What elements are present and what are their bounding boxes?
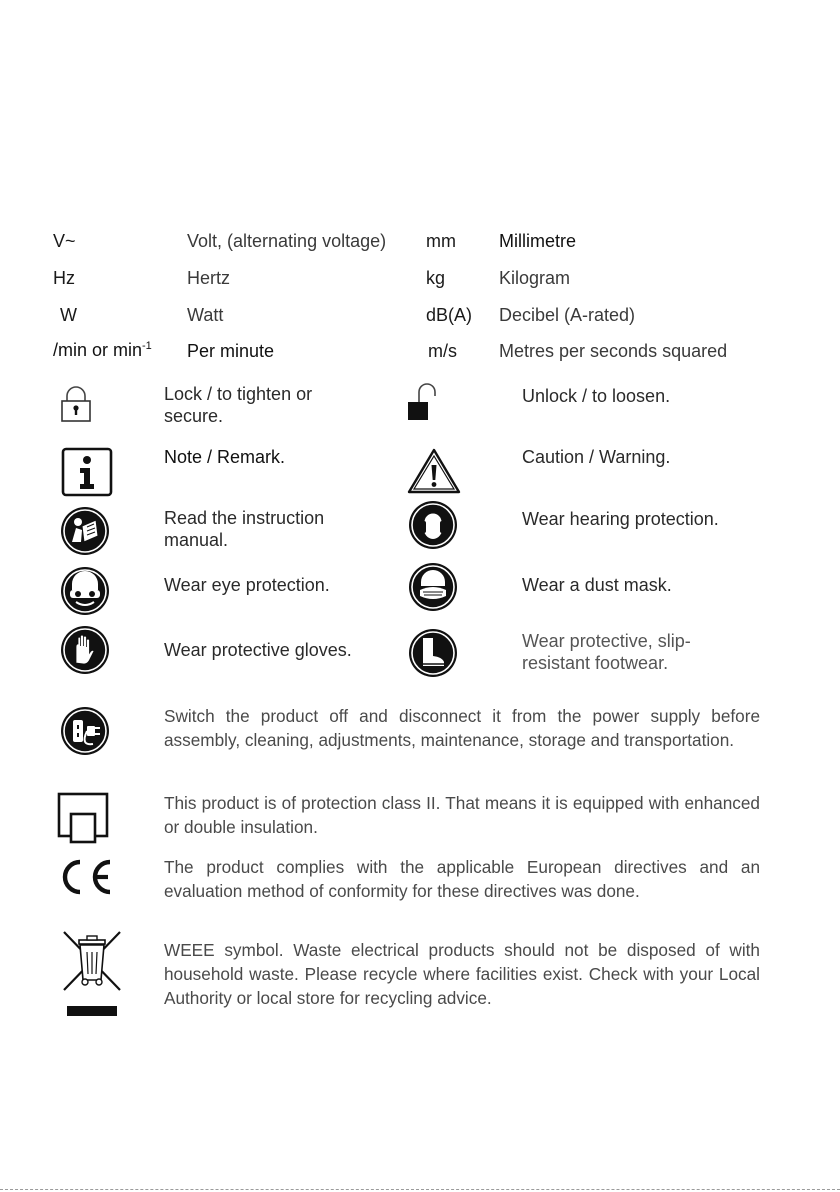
symbol-label-read-manual: Read the instruction manual. (164, 508, 325, 550)
page-bottom-rule (0, 1189, 840, 1190)
symbol-label-note: Note / Remark. (164, 447, 286, 467)
unit-definition-kilogram: Kilogram (499, 268, 571, 288)
symbol-label-eye-protection: Wear eye protection. (164, 575, 330, 595)
notice-disconnect-text: Switch the product off and disconnect it from the power supply before assembly, cleaning, adjustments, maintenance, storage and transportation. (164, 706, 760, 750)
unit-symbol-per-minute-text: /min or min (53, 340, 143, 360)
unit-symbol-millimetre: mm (426, 231, 456, 251)
class-ii-icon (57, 792, 109, 844)
ce-mark-icon (56, 858, 114, 896)
warning-triangle-icon (406, 447, 462, 495)
eye-protection-icon (60, 566, 110, 616)
unit-definition-decibel: Decibel (A-rated) (499, 305, 636, 325)
unit-symbol-decibel: dB(A) (426, 305, 473, 325)
protective-footwear-icon (408, 628, 458, 678)
symbol-label-lock: Lock / to tighten or secure. (164, 384, 313, 426)
hearing-protection-icon (408, 500, 458, 550)
weee-bin-icon (62, 930, 122, 1018)
unit-symbol-kilogram: kg (426, 268, 446, 288)
notice-class-ii-text: This product is of protection class II. That means it is equipped with enhanced or double insulation. (164, 793, 760, 837)
unit-definition-millimetre: Millimetre (499, 231, 577, 251)
symbol-label-unlock: Unlock / to loosen. (522, 386, 671, 406)
symbol-label-hearing-protection: Wear hearing protection. (522, 509, 719, 529)
unit-definition-volt: Volt, (alternating voltage) (187, 231, 387, 251)
symbol-label-footwear: Wear protective, slip-resistant footwear. (522, 631, 691, 673)
symbol-label-dust-mask: Wear a dust mask. (522, 575, 672, 595)
unit-symbol-acceleration: m/s (428, 341, 457, 361)
read-manual-icon (60, 506, 110, 556)
notice-weee-text: WEEE symbol. Waste electrical products should not be disposed of with household waste. Please recycle where facilities exist. Check with your Local Authority or local store for recycling advice. (164, 940, 760, 1008)
unit-definition-watt: Watt (187, 305, 224, 325)
unit-symbol-hertz: Hz (53, 268, 75, 288)
unit-symbol-per-minute (53, 339, 152, 361)
symbol-label-gloves: Wear protective gloves. (164, 640, 352, 660)
padlock-closed-icon (58, 385, 94, 423)
symbol-label-caution: Caution / Warning. (522, 447, 671, 467)
disconnect-plug-icon (60, 706, 110, 756)
protective-gloves-icon (60, 625, 110, 675)
padlock-open-icon (405, 383, 439, 423)
unit-symbol-superscript: -1 (142, 340, 152, 352)
notice-ce-text: The product complies with the applicable European directives and an evaluation method of conformity for these directives was done. (164, 857, 760, 901)
dust-mask-icon (408, 562, 458, 612)
unit-definition-acceleration: Metres per seconds squared (499, 341, 728, 361)
unit-definition-hertz: Hertz (187, 268, 231, 288)
unit-definition-per-minute: Per minute (187, 341, 275, 361)
unit-symbol-watt: W (60, 305, 77, 325)
info-icon (61, 447, 113, 497)
unit-symbol-volt: V~ (53, 231, 76, 251)
